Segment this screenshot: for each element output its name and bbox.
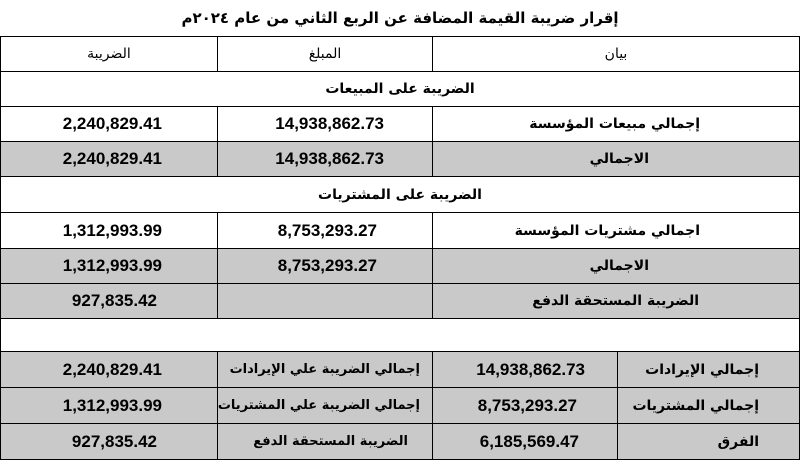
summary-revenue-amount: 14,938,862.73 — [432, 351, 618, 388]
purchases-total-tax: 1,312,993.99 — [0, 248, 218, 284]
sales-total-tax: 2,240,829.41 — [0, 141, 218, 177]
summary-purchases-tax: 1,312,993.99 — [0, 387, 218, 424]
sales-row-amount: 14,938,862.73 — [217, 106, 433, 142]
summary-difference-amount: 6,185,569.47 — [432, 423, 618, 460]
header-tax: الضريبة — [0, 36, 218, 72]
summary-revenue-label: إجمالي الإيرادات — [617, 351, 800, 388]
header-amount: المبلغ — [217, 36, 433, 72]
summary-difference-label: الفرق — [617, 423, 800, 460]
due-label: الضريبة المستحقة الدفع — [432, 283, 800, 319]
spacer-row — [0, 318, 800, 352]
sales-section-title: الضريبة على المبيعات — [0, 71, 800, 107]
header-description: بيان — [432, 36, 800, 72]
due-amount-empty — [217, 283, 433, 319]
due-tax: 927,835.42 — [0, 283, 218, 319]
purchases-row-tax: 1,312,993.99 — [0, 212, 218, 249]
summary-difference-tax-label: الضريبة المستحقة الدفع — [217, 423, 433, 460]
summary-revenue-tax-label: إجمالي الضريبة علي الإيرادات — [217, 351, 433, 388]
summary-difference-tax: 927,835.42 — [0, 423, 218, 460]
sales-total-amount: 14,938,862.73 — [217, 141, 433, 177]
summary-purchases-amount: 8,753,293.27 — [432, 387, 618, 424]
purchases-total-label: الاجمالي — [432, 248, 800, 284]
sales-row-label: إجمالي مبيعات المؤسسة — [432, 106, 800, 142]
purchases-row-amount: 8,753,293.27 — [217, 212, 433, 249]
purchases-section-title: الضريبة على المشتريات — [0, 176, 800, 213]
summary-revenue-tax: 2,240,829.41 — [0, 351, 218, 388]
purchases-total-amount: 8,753,293.27 — [217, 248, 433, 284]
summary-purchases-tax-label: إجمالي الضريبة علي المشتريات — [217, 387, 433, 424]
summary-purchases-label: إجمالي المشتريات — [617, 387, 800, 424]
purchases-row-label: اجمالي مشتريات المؤسسة — [432, 212, 800, 249]
sales-total-label: الاجمالي — [432, 141, 800, 177]
sales-row-tax: 2,240,829.41 — [0, 106, 218, 142]
page-title: إقرار ضريبة القيمة المضافة عن الربع الثاني من عام ٢٠٢٤م — [181, 9, 619, 27]
